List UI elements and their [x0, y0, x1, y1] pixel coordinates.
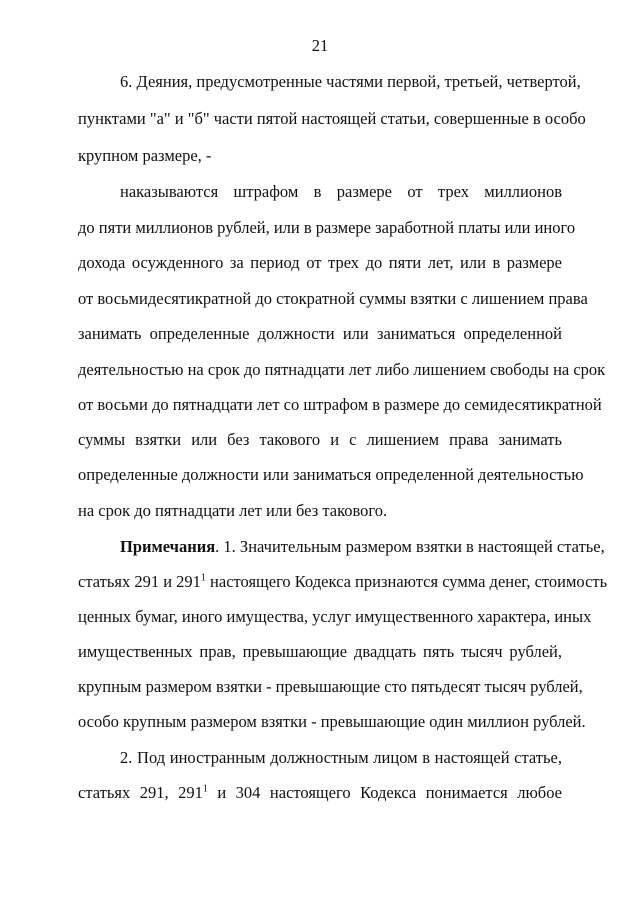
penalty-line-9: определенные должности или заниматься определенной деятельностью [78, 465, 584, 484]
note2-line-2-part-b: и 304 настоящего Кодекса понимается любое [207, 783, 562, 802]
part6-line-1: 6. Деяния, предусмотренные частями первой, третьей, четвертой, [120, 72, 581, 91]
penalty-line-5: занимать определенные должности или заниматься определенной [78, 324, 562, 343]
notes-line-4: имущественных прав, превышающие двадцать пять тысяч рублей, [78, 642, 562, 661]
penalty-line-4: от восьмидесятикратной до стократной суммы взятки с лишением права [78, 289, 588, 308]
penalty-line-1: наказываются штрафом в размере от трех миллионов [120, 182, 562, 201]
notes-line-1-text: . 1. Значительным размером взятки в настоящей статье, [215, 537, 605, 556]
page-number: 21 [311, 36, 329, 55]
superscript: 1 [202, 783, 208, 795]
notes-line-6: особо крупным размером взятки - превышающие один миллион рублей. [78, 712, 586, 731]
superscript: 1 [200, 572, 206, 584]
penalty-line-3: дохода осужденного за период от трех до пяти лет, или в размере [78, 253, 562, 272]
penalty-line-10: на срок до пятнадцати лет или без такового. [78, 501, 388, 520]
notes-line-1 [120, 537, 605, 557]
part6-line-2: пунктами "а" и "б" части пятой настоящей статьи, совершенные в особо [78, 109, 586, 128]
penalty-line-2: до пяти миллионов рублей, или в размере заработной платы или иного [78, 218, 576, 237]
notes-line-2-part-b: настоящего Кодекса признаются сумма денег, стоимость [205, 572, 608, 591]
notes-line-3: ценных бумаг, иного имущества, услуг имущественного характера, иных [78, 607, 592, 626]
notes-line-2-part-a: статьях 291 и 291 [78, 572, 201, 591]
penalty-line-8: суммы взятки или без такового и с лишением права занимать [78, 430, 562, 449]
notes-heading: Примечания [120, 537, 216, 556]
part6-line-3: крупном размере, - [78, 146, 212, 165]
note2-line-2 [78, 783, 562, 803]
note2-line-1: 2. Под иностранным должностным лицом в настоящей статье, [120, 748, 562, 767]
penalty-line-6: деятельностью на срок до пятнадцати лет либо лишением свободы на срок [78, 360, 606, 379]
notes-line-5: крупным размером взятки - превышающие сто пятьдесят тысяч рублей, [78, 677, 583, 696]
note2-line-2-part-a: статьях 291, 291 [78, 783, 203, 802]
notes-line-2 [78, 572, 608, 592]
penalty-line-7: от восьми до пятнадцати лет со штрафом в размере до семидесятикратной [78, 395, 602, 414]
